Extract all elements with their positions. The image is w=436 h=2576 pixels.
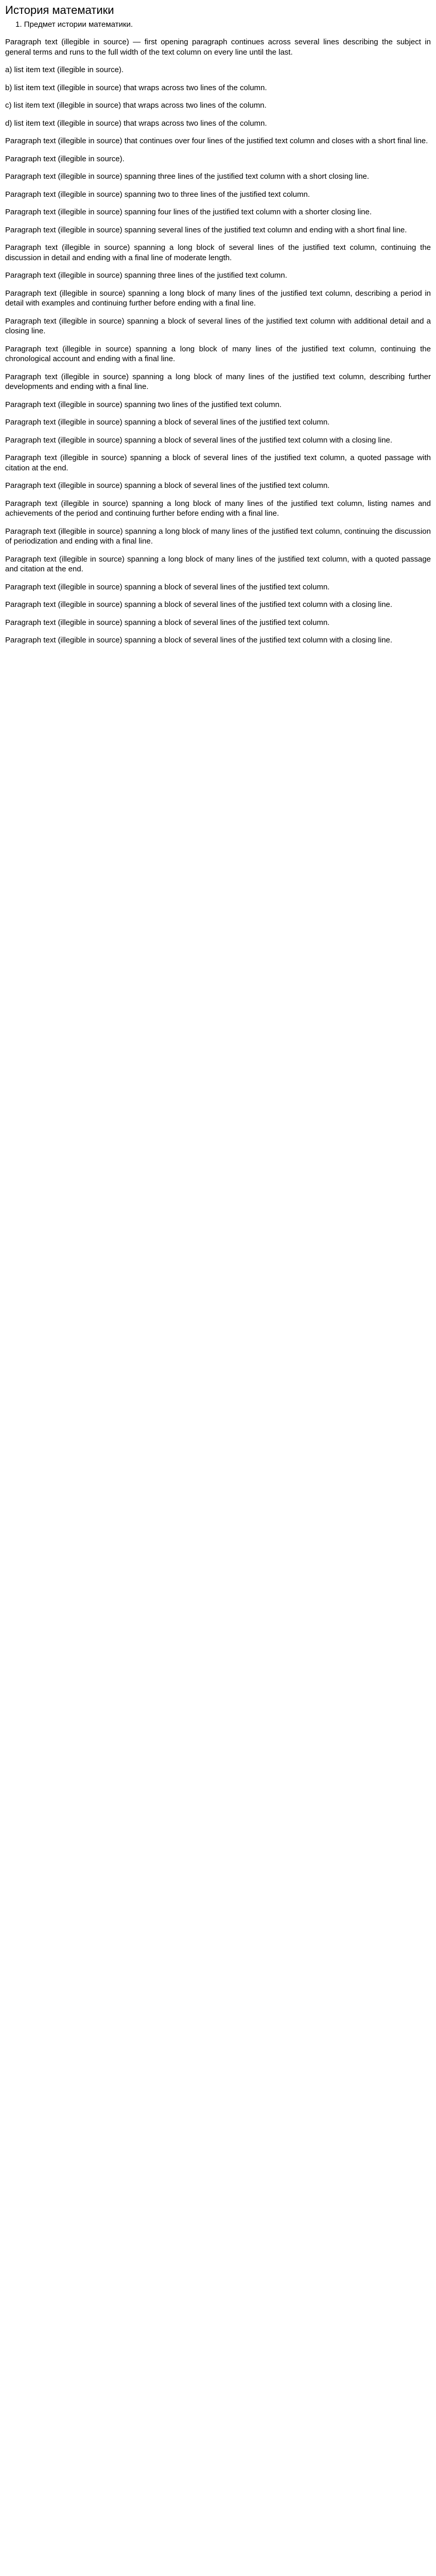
paragraph: Paragraph text (illegible in source) spanning a block of several lines of the justified text column. [5,582,330,591]
paragraph: Paragraph text (illegible in source) spanning a block of several lines of the justified text column, a quoted passage with citation at the end. [5,453,431,472]
paragraph: Paragraph text (illegible in source) spanning a block of several lines of the justified text column. [5,481,330,490]
paragraph: Paragraph text (illegible in source) spanning two lines of the justified text column. [5,400,282,409]
paragraph: Paragraph text (illegible in source) spanning three lines of the justified text column. [5,271,287,280]
paragraph: Paragraph text (illegible in source) spanning a block of several lines of the justified text column. [5,418,330,427]
paragraph: Paragraph text (illegible in source) spanning a long block of many lines of the justified text column, describing a period in detail with examples and continuing further before ending with a final line. [5,289,431,308]
document-body [5,37,431,646]
list-item: d) list item text (illegible in source) that wraps across two lines of the column. [5,118,267,128]
page-title: История математики [5,4,114,16]
paragraph: Paragraph text (illegible in source). [5,154,125,163]
paragraph: Paragraph text (illegible in source) — first opening paragraph continues across several lines describing the subject in general terms and runs to the full width of the text column on every line until the last. [5,38,431,57]
paragraph: Paragraph text (illegible in source) spanning a block of several lines of the justified text column. [5,618,330,627]
paragraph: Paragraph text (illegible in source) spanning a long block of many lines of the justified text column, continuing the chronological account and ending with a final line. [5,344,431,363]
paragraph: Paragraph text (illegible in source) spanning two to three lines of the justified text column. [5,190,310,199]
paragraph: Paragraph text (illegible in source) spanning several lines of the justified text column and ending with a short final line. [5,225,407,234]
paragraph: Paragraph text (illegible in source) spanning a long block of many lines of the justified text column, describing further developments and ending with a final line. [5,372,431,391]
list-item: c) list item text (illegible in source) that wraps across two lines of the column. [5,101,267,110]
paragraph: Paragraph text (illegible in source) spanning a long block of many lines of the justified text column, with a quoted passage and citation at the end. [5,554,431,573]
paragraph: Paragraph text (illegible in source) spanning a block of several lines of the justified text column with a closing line. [5,435,393,445]
document-page [0,0,436,664]
paragraph: Paragraph text (illegible in source) spanning a long block of many lines of the justified text column, continuing the discussion of periodization and ending with a final line. [5,527,431,546]
paragraph: Paragraph text (illegible in source) spanning a block of several lines of the justified text column with additional detail and a closing line. [5,316,431,335]
paragraph: Paragraph text (illegible in source) spanning three lines of the justified text column with a short closing line. [5,172,370,181]
list-item: a) list item text (illegible in source). [5,65,124,74]
paragraph: Paragraph text (illegible in source) spanning four lines of the justified text column with a shorter closing line. [5,208,372,216]
paragraph: Paragraph text (illegible in source) spanning a block of several lines of the justified text column with a closing line. [5,600,393,609]
paragraph: Paragraph text (illegible in source) spanning a long block of several lines of the justified text column, continuing the discussion in detail and ending with a final line of moderate length. [5,243,431,262]
paragraph: Paragraph text (illegible in source) spanning a long block of many lines of the justified text column, listing names and achievements of the period and continuing further before ending with a final line. [5,499,431,518]
paragraph: Paragraph text (illegible in source) spanning a block of several lines of the justified text column with a closing line. [5,636,393,645]
list-item: b) list item text (illegible in source) that wraps across two lines of the column. [5,83,267,92]
paragraph: Paragraph text (illegible in source) that continues over four lines of the justified text column and closes with a short final line. [5,137,428,145]
section-heading: 1. Предмет истории математики. [15,20,133,29]
